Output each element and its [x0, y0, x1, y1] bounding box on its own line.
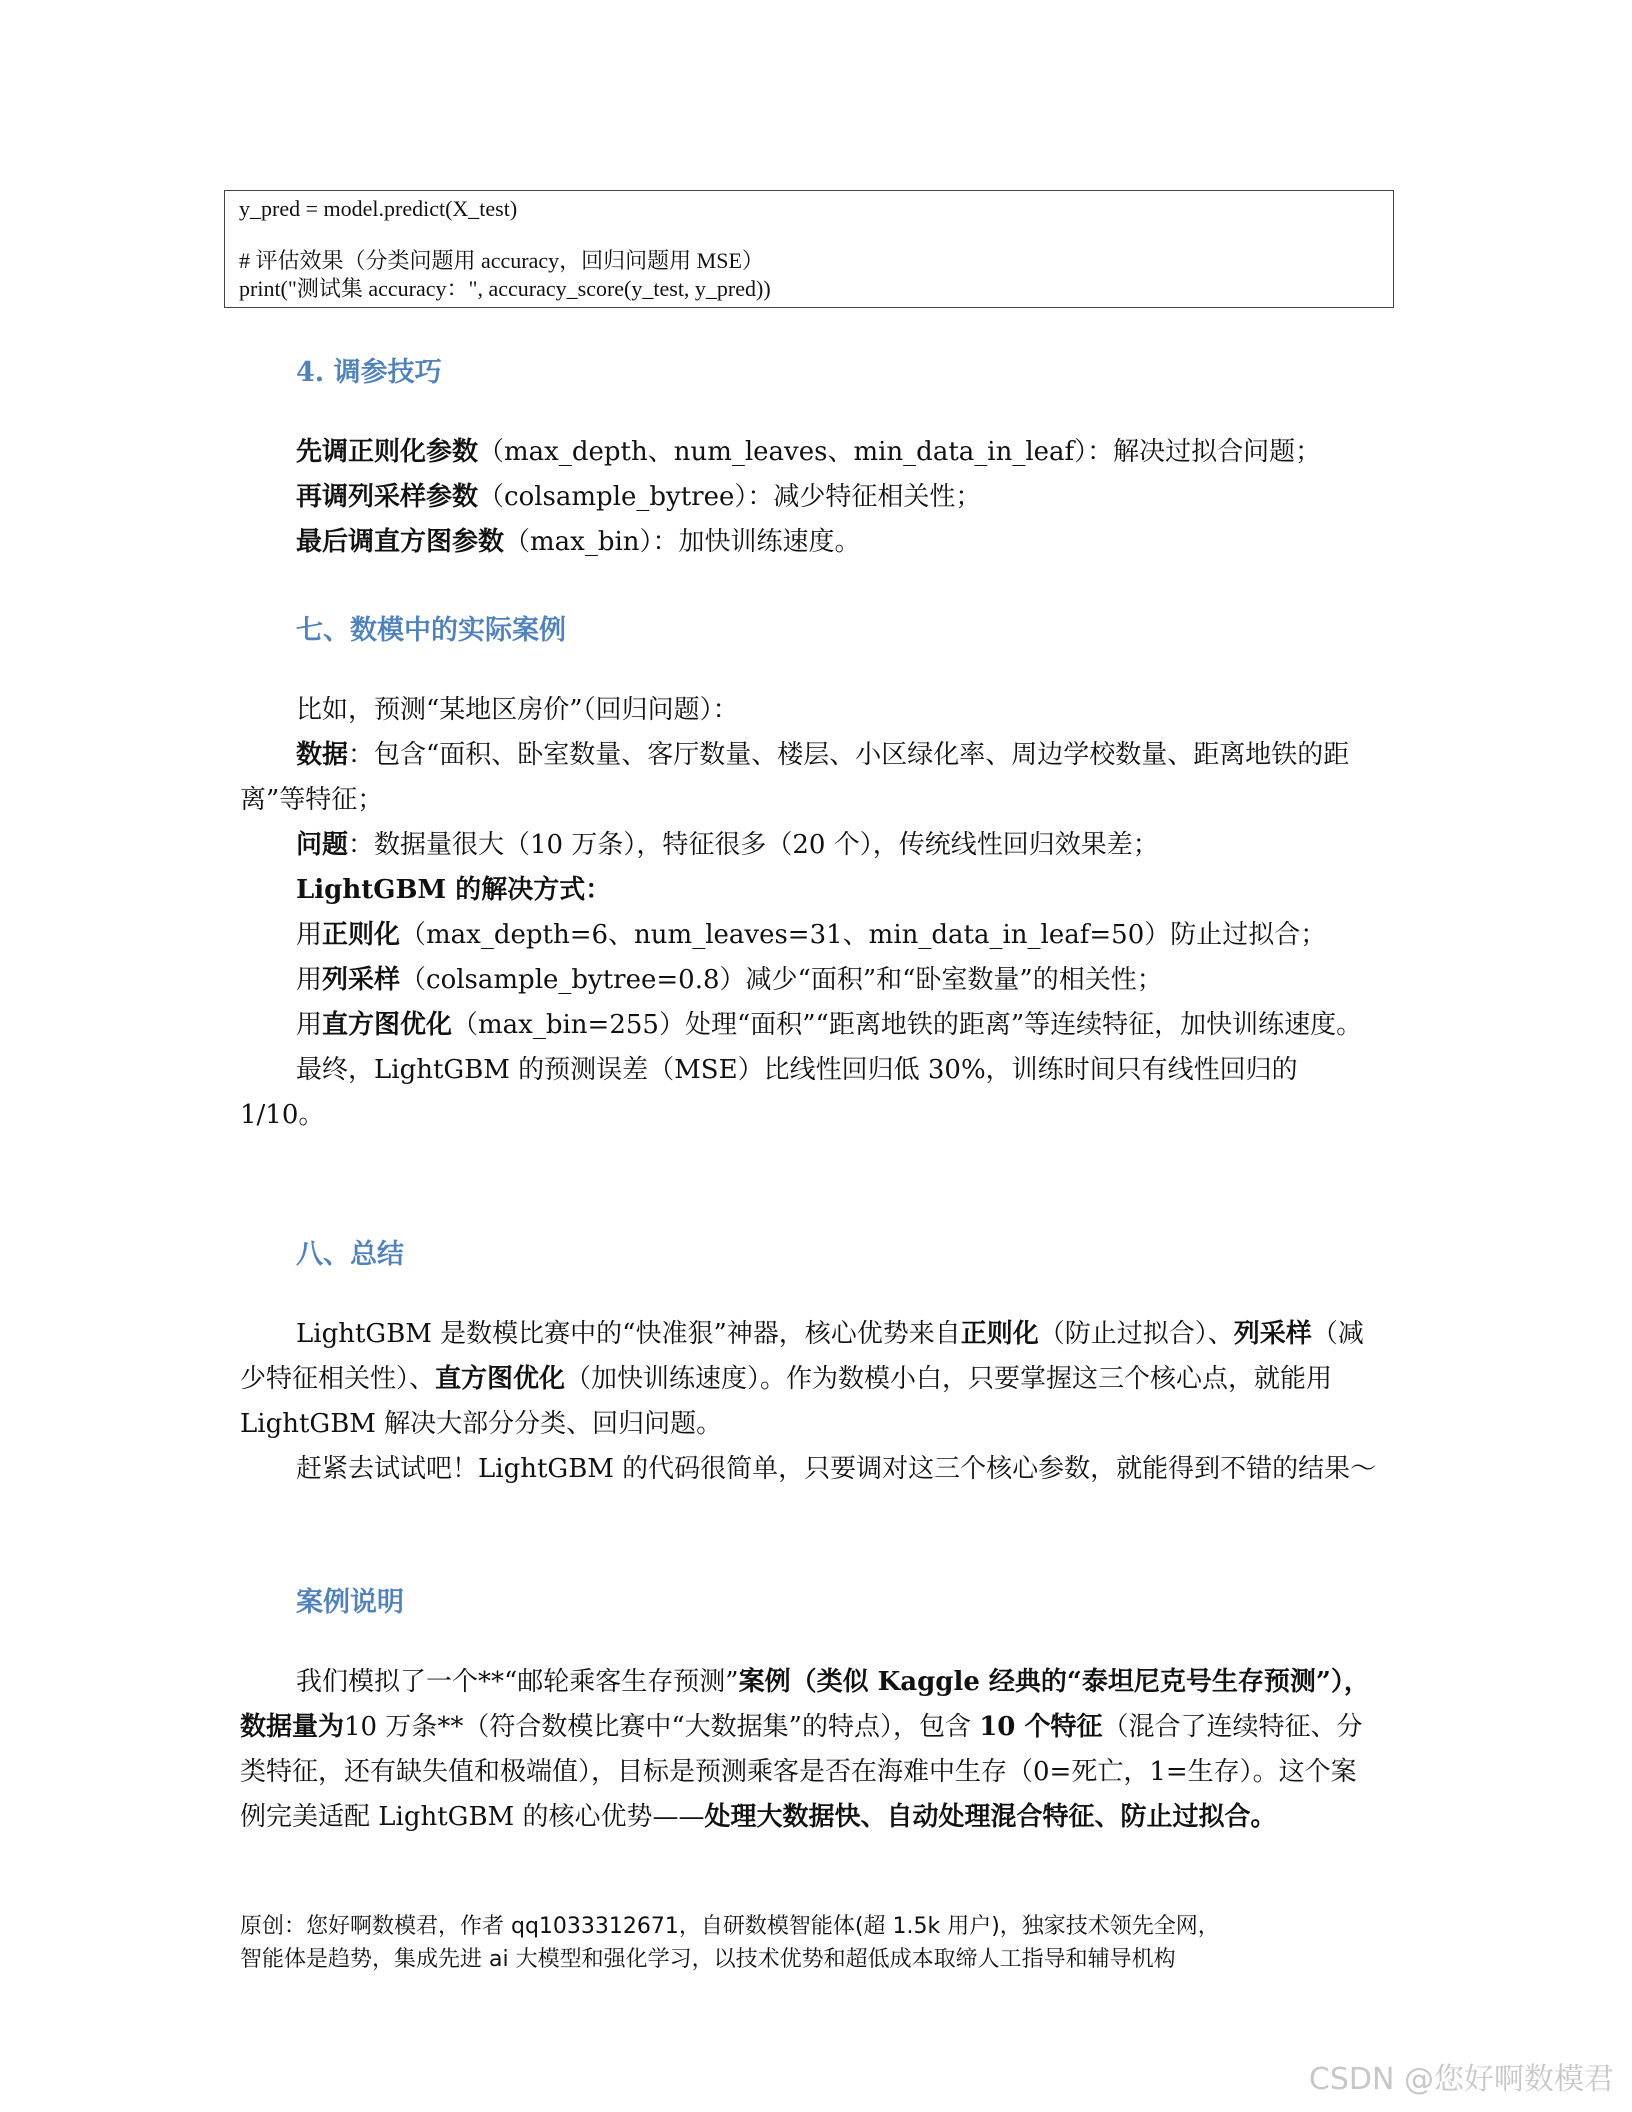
solution-prefix: 用: [296, 920, 323, 950]
tip-text: （max_depth、num_leaves、min_data_in_leaf）：解决过拟合问题；: [478, 437, 1322, 467]
case-bold: 10 个特征: [979, 1712, 1103, 1742]
section-heading-case: 七、数模中的实际案例: [296, 615, 566, 646]
watermark: CSDN @您好啊数模君: [1308, 2062, 1614, 2097]
tip-text: （max_bin）：加快训练速度。: [504, 527, 861, 557]
tip-label: 最后调直方图参数: [296, 527, 505, 557]
case-data: [240, 733, 1380, 823]
summary-text: （防止过拟合）、: [1038, 1319, 1234, 1349]
code-line: y_pred = model.predict(X_test): [239, 196, 518, 221]
solution-text: （colsample_bytree=0.8）减少“面积”和“卧室数量”的相关性；: [400, 965, 1163, 995]
solution-text: （max_bin=255）处理“面积”“距离地铁的距离”等连续特征，加快训练速度。: [452, 1010, 1363, 1040]
case-bold: 处理大数据快、自动处理混合特征、防止过拟合。: [704, 1802, 1277, 1832]
case-text: 我们模拟了一个**“邮轮乘客生存预测”: [296, 1667, 739, 1697]
summary-paragraph: [240, 1312, 1380, 1447]
section-heading-summary: 八、总结: [296, 1239, 404, 1270]
data-label: 数据: [296, 740, 349, 770]
tip-text: （colsample_bytree）：减少特征相关性；: [478, 482, 982, 512]
case-study: [240, 688, 1380, 1138]
solution-label: 列采样: [322, 965, 401, 995]
case-note: [240, 1660, 1380, 1840]
section-heading-tuning: 4. 调参技巧: [296, 357, 442, 388]
problem-text: ：数据量很大（10 万条），特征很多（20 个），传统线性回归效果差；: [348, 830, 1159, 860]
solution-heading: LightGBM 的解决方式：: [296, 875, 612, 905]
summary-text: LightGBM 是数模比赛中的“快准狠”神器，核心优势来自: [296, 1319, 961, 1349]
solution-item: [240, 1003, 1380, 1048]
solution-label: 正则化: [322, 920, 401, 950]
case-note-paragraph: [240, 1660, 1380, 1840]
summary-text: （减少特征相关性）、: [240, 1319, 1364, 1394]
summary-paragraph: 赶紧去试试吧！LightGBM 的代码很简单，只要调对这三个核心参数，就能得到不错的结果～: [296, 1454, 1377, 1484]
footer-note: [240, 1910, 1380, 1976]
tip-label: 先调正则化参数: [296, 437, 479, 467]
case-text: （混合了连续特征、分类特征，还有缺失值和极端值），目标是预测乘客是否在海难中生存（0=死亡，1=生存）。这个案例完美适配 LightGBM 的核心优势——: [240, 1712, 1363, 1832]
summary: [240, 1312, 1380, 1492]
case-intro: 比如，预测“某地区房价”（回归问题）：: [296, 695, 739, 725]
solution-label: 直方图优化: [322, 1010, 453, 1040]
tip-label: 再调列采样参数: [296, 482, 479, 512]
tip-item: [240, 475, 1380, 520]
problem-label: 问题: [296, 830, 349, 860]
solution-prefix: 用: [296, 1010, 323, 1040]
case-bold: 案例（类似 Kaggle 经典的“泰坦尼克号生存预测”），数据量为: [240, 1667, 1370, 1742]
summary-bold: 列采样: [1233, 1319, 1312, 1349]
footer-line: 原创：您好啊数模君，作者 qq1033312671，自研数模智能体(超 1.5k 用户)，独家技术领先全网，: [240, 1914, 1220, 1939]
case-text: 10 万条**（符合数模比赛中“大数据集”的特点），包含: [344, 1712, 980, 1742]
summary-text: （加快训练速度）。作为数模小白，只要掌握这三个核心点，就能用 LightGBM 解决大部分分类、回归问题。: [240, 1364, 1333, 1439]
case-result: 最终，LightGBM 的预测误差（MSE）比线性回归低 30%，训练时间只有线性回归的 1/10。: [240, 1055, 1298, 1130]
tip-item: [240, 430, 1380, 475]
summary-bold: 直方图优化: [435, 1364, 566, 1394]
data-text: ：包含“面积、卧室数量、客厅数量、楼层、小区绿化率、周边学校数量、距离地铁的距离”等特征；: [240, 740, 1350, 815]
case-problem: [240, 823, 1380, 868]
footer-line: 智能体是趋势，集成先进 ai 大模型和强化学习，以技术优势和超低成本取缔人工指导和辅导机构: [240, 1947, 1176, 1972]
code-line: print("测试集 accuracy：", accuracy_score(y_test, y_pred)): [239, 276, 771, 301]
code-blank-line: [239, 223, 1379, 247]
code-comment-line: # 评估效果（分类问题用 accuracy，回归问题用 MSE）: [239, 248, 764, 273]
solution-item: [240, 958, 1380, 1003]
solution-prefix: 用: [296, 965, 323, 995]
solution-item: [240, 913, 1380, 958]
code-block: [224, 190, 1394, 308]
section-heading-case-note: 案例说明: [296, 1587, 404, 1618]
tip-item: [240, 520, 1380, 565]
tuning-tips: [240, 430, 1380, 565]
summary-bold: 正则化: [960, 1319, 1039, 1349]
solution-text: （max_depth=6、num_leaves=31、min_data_in_leaf=50）防止过拟合；: [400, 920, 1327, 950]
